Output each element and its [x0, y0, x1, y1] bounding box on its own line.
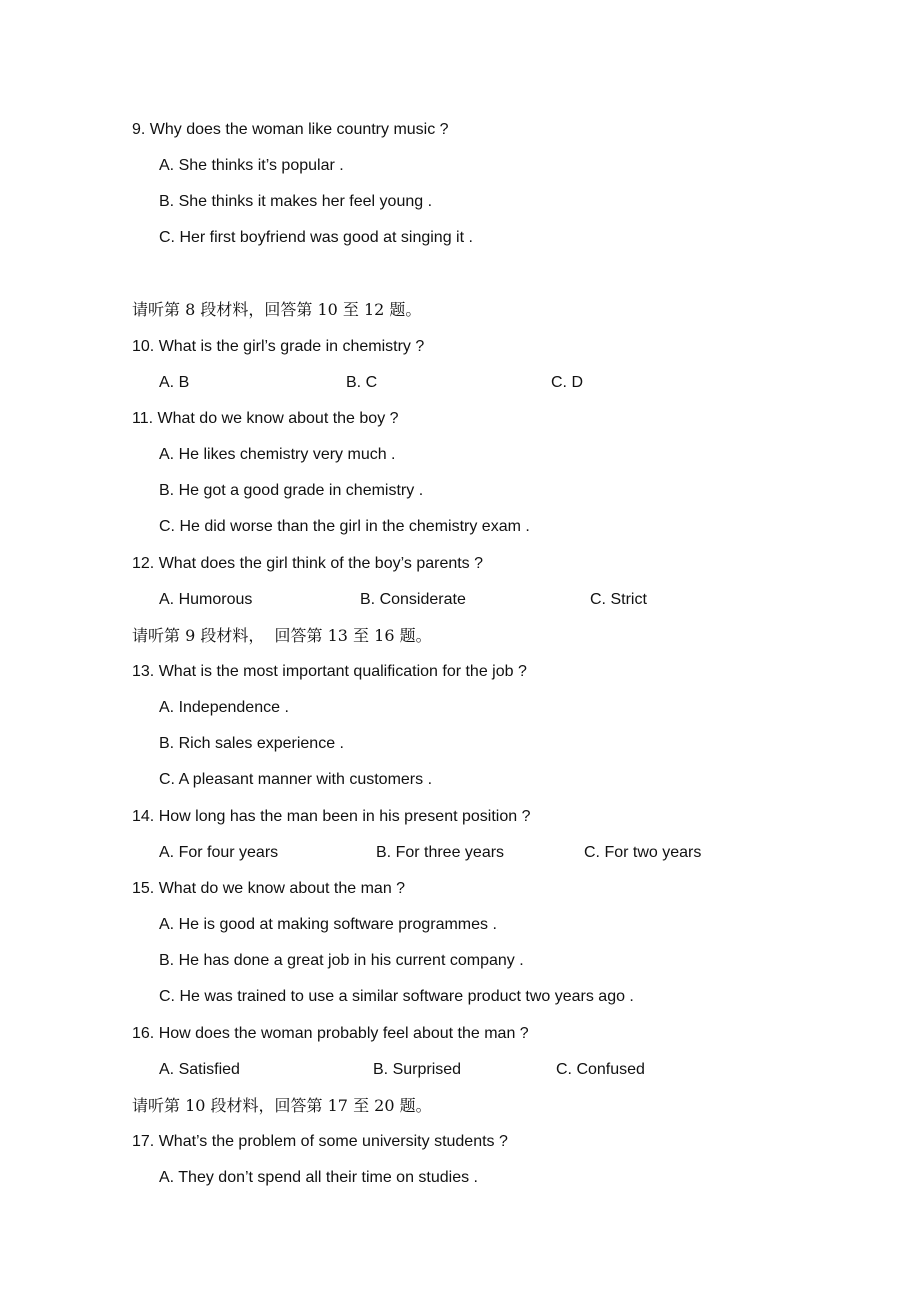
question-15-option-b: B. He has done a great job in his current company . [159, 952, 524, 969]
question-10-stem: 10. What is the girl’s grade in chemistry ? [132, 338, 425, 355]
question-16-stem: 16. How does the woman probably feel about the man ? [132, 1025, 529, 1042]
question-9-option-b: B. She thinks it makes her feel young . [159, 193, 433, 210]
question-11-option-c: C. He did worse than the girl in the chemistry exam . [159, 518, 530, 535]
question-12-option-a: A. Humorous [159, 591, 253, 608]
question-15-option-a: A. He is good at making software programmes . [159, 916, 497, 933]
question-13-stem: 13. What is the most important qualification for the job ? [132, 663, 527, 680]
question-10-option-a: A. B [159, 374, 190, 391]
question-17-option-a: A. They don’t spend all their time on studies . [159, 1169, 478, 1186]
question-16-option-c: C. Confused [556, 1061, 645, 1078]
question-12-option-b: B. Considerate [360, 591, 466, 608]
question-10-option-c: C. D [551, 374, 583, 391]
section-8-instruction: 请听第 8 段材料，回答第 10 至 12 题。 [132, 300, 422, 319]
question-12-option-c: C. Strict [590, 591, 647, 608]
question-16-option-a: A. Satisfied [159, 1061, 240, 1078]
section-10-instruction: 请听第 10 段材料，回答第 17 至 20 题。 [132, 1096, 432, 1115]
question-9-stem: 9. Why does the woman like country music ? [132, 121, 449, 138]
question-17-stem: 17. What’s the problem of some university students ? [132, 1133, 508, 1150]
question-15-option-c: C. He was trained to use a similar software product two years ago . [159, 988, 634, 1005]
question-9-option-c: C. Her first boyfriend was good at singing it . [159, 229, 473, 246]
question-9-option-a: A. She thinks it’s popular . [159, 157, 344, 174]
question-13-option-b: B. Rich sales experience . [159, 735, 344, 752]
question-13-option-c: C. A pleasant manner with customers . [159, 771, 433, 788]
question-11-option-a: A. He likes chemistry very much . [159, 446, 396, 463]
question-11-option-b: B. He got a good grade in chemistry . [159, 482, 424, 499]
question-10-option-b: B. C [346, 374, 378, 391]
question-14-option-a: A. For four years [159, 844, 279, 861]
question-14-stem: 14. How long has the man been in his present position ? [132, 808, 531, 825]
question-14-option-c: C. For two years [584, 844, 702, 861]
question-15-stem: 15. What do we know about the man ? [132, 880, 406, 897]
question-11-stem: 11. What do we know about the boy ? [132, 410, 399, 427]
question-14-option-b: B. For three years [376, 844, 505, 861]
question-16-option-b: B. Surprised [373, 1061, 462, 1078]
section-9-instruction: 请听第 9 段材料， 回答第 13 至 16 题。 [132, 626, 432, 645]
question-13-option-a: A. Independence . [159, 699, 289, 716]
question-12-stem: 12. What does the girl think of the boy’s parents ? [132, 555, 484, 572]
